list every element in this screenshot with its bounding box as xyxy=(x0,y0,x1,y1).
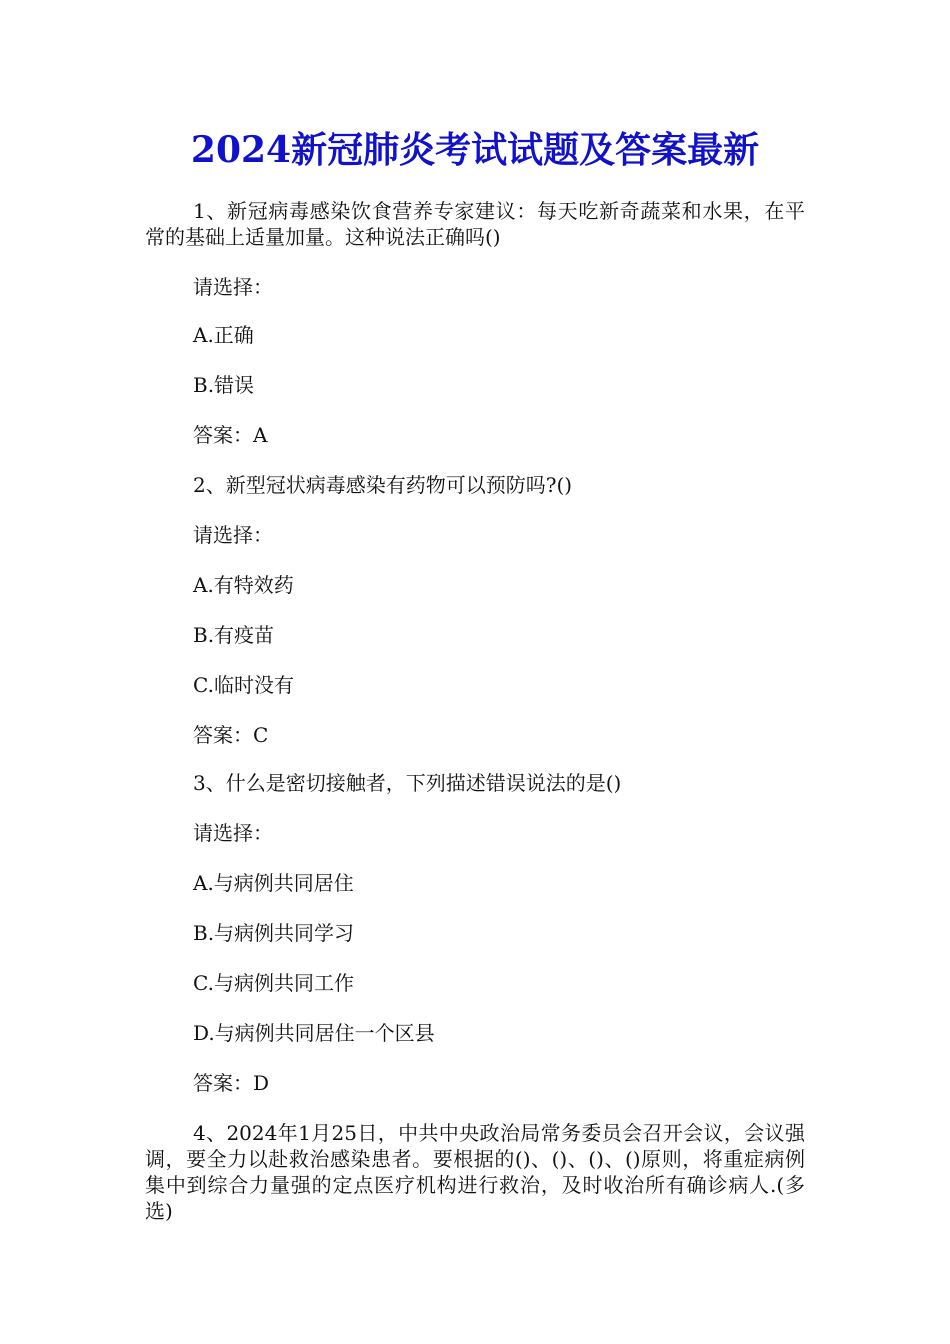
question-2-answer: 答案：C xyxy=(193,723,269,747)
question-1-option-a: A.正确 xyxy=(193,323,254,347)
question-2-option-a: A.有特效药 xyxy=(193,573,294,597)
question-3-answer: 答案：D xyxy=(193,1071,270,1095)
question-3-option-c: C.与病例共同工作 xyxy=(193,971,354,995)
question-3-option-b: B.与病例共同学习 xyxy=(193,921,355,945)
question-1-option-b: B.错误 xyxy=(193,373,255,397)
question-1-answer: 答案：A xyxy=(193,423,268,447)
document-title: 2024新冠肺炎考试试题及答案最新 xyxy=(190,129,760,171)
question-2-option-b: B.有疫苗 xyxy=(193,623,275,647)
question-3-option-d: D.与病例共同居住一个区县 xyxy=(193,1021,435,1045)
question-4-stem: 4、2024年1月25日，中共中央政治局常务委员会召开会议，会议强调，要全力以赴救治感染患者。要根据的()、()、()、()原则，将重症病例集中到综合力量强的定点医疗机构进行救治，及时收治所有确诊病人.(多选) xyxy=(145,1121,805,1223)
question-3-stem: 3、什么是密切接触者，下列描述错误说法的是() xyxy=(193,771,622,795)
question-1-stem: 1、新冠病毒感染饮食营养专家建议：每天吃新奇蔬菜和水果，在平常的基础上适量加量。这种说法正确吗() xyxy=(145,199,805,249)
question-3-prompt: 请选择： xyxy=(193,821,273,845)
question-2-option-c: C.临时没有 xyxy=(193,673,294,697)
question-1-prompt: 请选择： xyxy=(193,275,273,299)
question-3-option-a: A.与病例共同居住 xyxy=(193,871,354,895)
question-2-prompt: 请选择： xyxy=(193,523,273,547)
question-2-stem: 2、新型冠状病毒感染有药物可以预防吗?() xyxy=(193,473,573,497)
